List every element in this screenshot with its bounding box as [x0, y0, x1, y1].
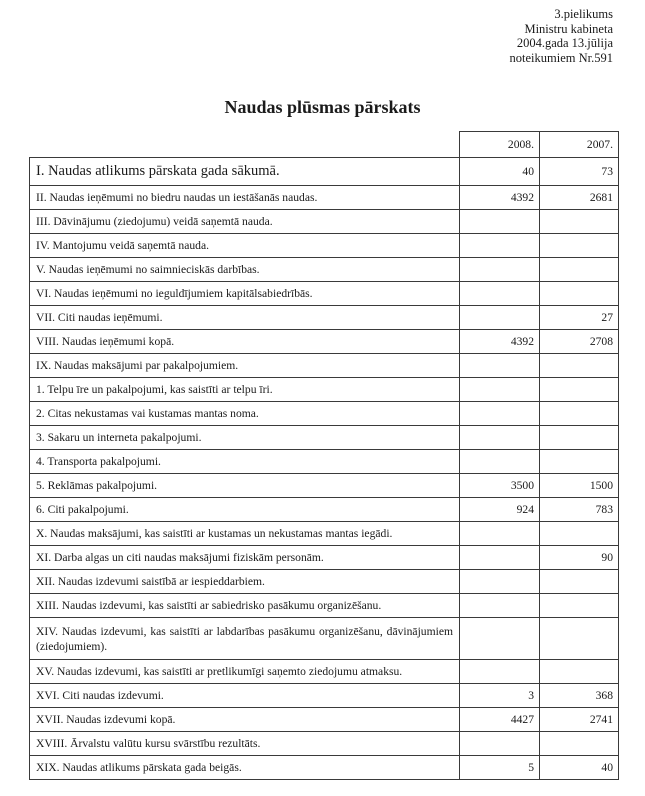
value-2008: 4392 [460, 186, 540, 210]
row-label: 3. Sakaru un interneta pakalpojumi. [30, 426, 460, 450]
column-header-2008: 2008. [460, 132, 540, 158]
value-2007: 2741 [540, 708, 619, 732]
value-2008 [460, 618, 540, 660]
table-row [30, 618, 619, 660]
value-2008 [460, 402, 540, 426]
value-2007 [540, 282, 619, 306]
value-2008 [460, 306, 540, 330]
value-2008 [460, 450, 540, 474]
table-row [30, 732, 619, 756]
table-row [30, 426, 619, 450]
value-2007: 27 [540, 306, 619, 330]
table-row [30, 522, 619, 546]
row-label: 6. Citi pakalpojumi. [30, 498, 460, 522]
annex-line-1: 3.pielikums [554, 7, 613, 21]
annex-line-3: 2004.gada 13.jūlija [516, 36, 613, 51]
row-label: II. Naudas ieņēmumi no biedru naudas un iestāšanās naudas. [30, 186, 460, 210]
value-2007: 368 [540, 684, 619, 708]
value-2008 [460, 282, 540, 306]
value-2008 [460, 234, 540, 258]
value-2007 [540, 402, 619, 426]
value-2007 [540, 258, 619, 282]
table-row [30, 402, 619, 426]
row-label: 1. Telpu īre un pakalpojumi, kas saistīti ar telpu īri. [30, 378, 460, 402]
value-2007 [540, 660, 619, 684]
value-2008 [460, 732, 540, 756]
value-2007: 783 [540, 498, 619, 522]
value-2007 [540, 732, 619, 756]
value-2007 [540, 450, 619, 474]
table-row [30, 234, 619, 258]
annex-line-2: Ministru kabineta [524, 21, 613, 36]
row-label: 2. Citas nekustamas vai kustamas mantas noma. [30, 402, 460, 426]
cash-flow-table [29, 131, 619, 780]
row-label: 5. Reklāmas pakalpojumi. [30, 474, 460, 498]
value-2008: 3500 [460, 474, 540, 498]
value-2008 [460, 426, 540, 450]
row-label: III. Dāvinājumu (ziedojumu) veidā saņemtā nauda. [30, 210, 460, 234]
value-2007 [540, 570, 619, 594]
value-2008 [460, 210, 540, 234]
row-label: XVIII. Ārvalstu valūtu kursu svārstību rezultāts. [30, 732, 460, 756]
value-2007 [540, 210, 619, 234]
row-label: VI. Naudas ieņēmumi no ieguldījumiem kapitālsabiedrībās. [30, 282, 460, 306]
table-row [30, 756, 619, 780]
table-row [30, 354, 619, 378]
value-2008 [460, 546, 540, 570]
table-row [30, 594, 619, 618]
table-row [30, 158, 619, 186]
value-2007 [540, 594, 619, 618]
header-blank-cell [30, 132, 460, 158]
value-2008 [460, 522, 540, 546]
value-2008 [460, 660, 540, 684]
table-row [30, 708, 619, 732]
value-2007 [540, 234, 619, 258]
annex-reference [510, 7, 613, 65]
table-row [30, 330, 619, 354]
value-2008 [460, 570, 540, 594]
value-2007 [540, 618, 619, 660]
table-row [30, 660, 619, 684]
row-label: XVII. Naudas izdevumi kopā. [30, 708, 460, 732]
annex-line-4: noteikumiem Nr.591 [509, 50, 613, 65]
value-2007: 1500 [540, 474, 619, 498]
row-label: XVI. Citi naudas izdevumi. [30, 684, 460, 708]
table-row [30, 450, 619, 474]
column-header-2007: 2007. [540, 132, 619, 158]
row-label: XV. Naudas izdevumi, kas saistīti ar pretlikumīgi saņemto ziedojumu atmaksu. [30, 660, 460, 684]
table-row [30, 306, 619, 330]
value-2008 [460, 258, 540, 282]
value-2007 [540, 522, 619, 546]
table-row [30, 546, 619, 570]
page-title: Naudas plūsmas pārskats [224, 97, 421, 117]
value-2008: 5 [460, 756, 540, 780]
table-row [30, 186, 619, 210]
value-2008: 4392 [460, 330, 540, 354]
value-2007: 90 [540, 546, 619, 570]
row-label: I. Naudas atlikums pārskata gada sākumā. [30, 158, 460, 186]
row-label: VII. Citi naudas ieņēmumi. [30, 306, 460, 330]
value-2007 [540, 378, 619, 402]
value-2008 [460, 354, 540, 378]
row-label: XIII. Naudas izdevumi, kas saistīti ar sabiedrisko pasākumu organizēšanu. [30, 594, 460, 618]
value-2007: 40 [540, 756, 619, 780]
table-row [30, 258, 619, 282]
value-2007: 2708 [540, 330, 619, 354]
row-label: XII. Naudas izdevumi saistībā ar iespieddarbiem. [30, 570, 460, 594]
table-row [30, 210, 619, 234]
row-label: X. Naudas maksājumi, kas saistīti ar kustamas un nekustamas mantas iegādi. [30, 522, 460, 546]
value-2007: 73 [540, 158, 619, 186]
row-label: IV. Mantojumu veidā saņemtā nauda. [30, 234, 460, 258]
row-label: XI. Darba algas un citi naudas maksājumi fiziskām personām. [30, 546, 460, 570]
table-header-row [30, 132, 619, 158]
value-2007 [540, 354, 619, 378]
value-2008: 40 [460, 158, 540, 186]
value-2008 [460, 378, 540, 402]
value-2008: 4427 [460, 708, 540, 732]
table-row [30, 498, 619, 522]
table-row [30, 684, 619, 708]
row-label: IX. Naudas maksājumi par pakalpojumiem. [30, 354, 460, 378]
row-label: XIV. Naudas izdevumi, kas saistīti ar labdarības pasākumu organizēšanu, dāvinājumiem (ziedojumiem). [30, 618, 460, 660]
table-row [30, 570, 619, 594]
value-2008: 3 [460, 684, 540, 708]
table-row [30, 378, 619, 402]
value-2008: 924 [460, 498, 540, 522]
value-2007 [540, 426, 619, 450]
row-label: 4. Transporta pakalpojumi. [30, 450, 460, 474]
row-label: XIX. Naudas atlikums pārskata gada beigās. [30, 756, 460, 780]
row-label: V. Naudas ieņēmumi no saimnieciskās darbības. [30, 258, 460, 282]
row-label: VIII. Naudas ieņēmumi kopā. [30, 330, 460, 354]
value-2008 [460, 594, 540, 618]
table-row [30, 282, 619, 306]
value-2007: 2681 [540, 186, 619, 210]
table-row [30, 474, 619, 498]
